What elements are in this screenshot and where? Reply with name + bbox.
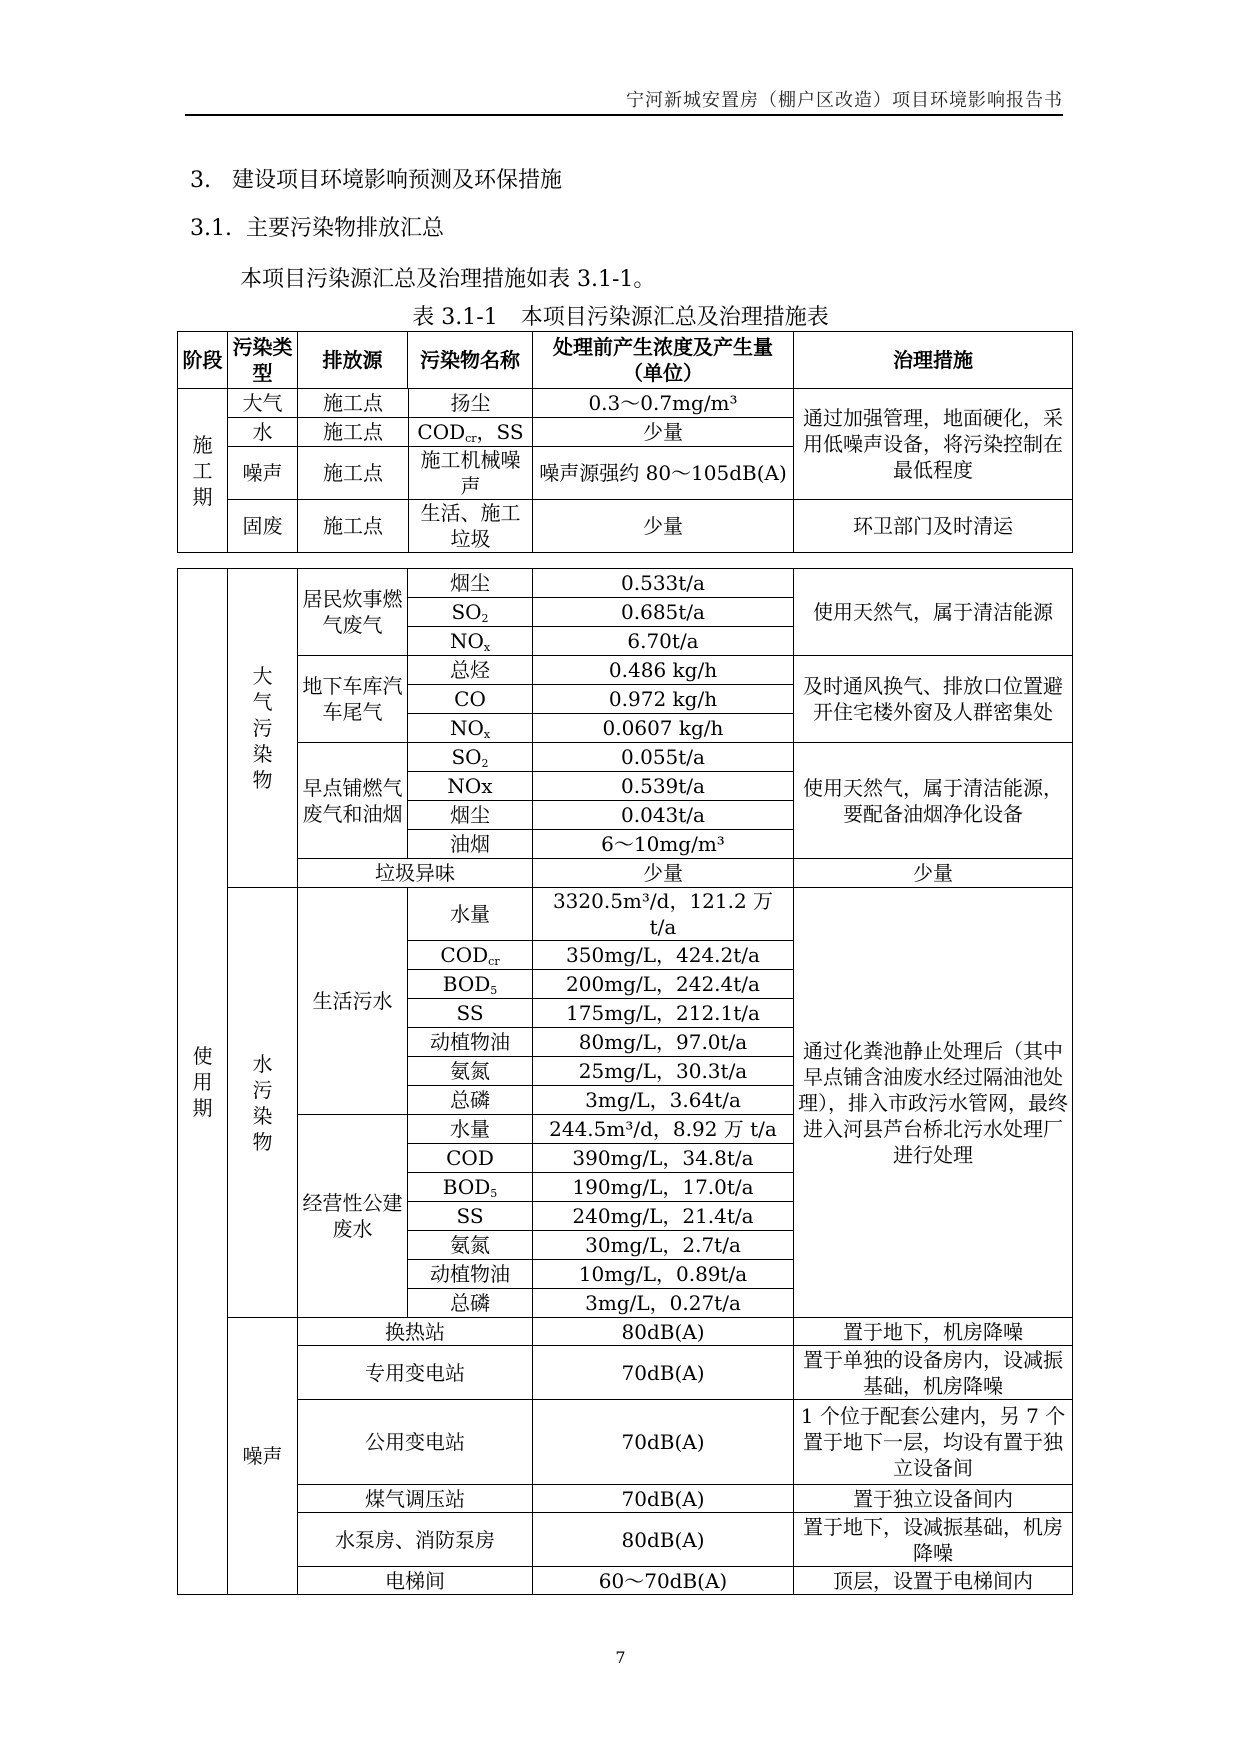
amount-cell: 80mg/L，97.0t/a [533, 1028, 794, 1057]
amount-cell: 6～10mg/m³ [533, 830, 794, 859]
pollutant-cell: 氨氮 [408, 1057, 533, 1086]
table-row [178, 656, 1073, 685]
table-row [178, 500, 1073, 553]
stage-operation: 使 用 期 [178, 569, 228, 1595]
source-cell: 早点铺燃气废气和油烟 [298, 743, 408, 859]
measure-cell: 使用天然气，属于清洁能源，要配备油烟净化设备 [794, 743, 1073, 859]
measure-cell: 置于独立设备间内 [794, 1485, 1073, 1513]
amount-cell: 190mg/L，17.0t/a [533, 1173, 794, 1202]
pollutant-cell: $SO_2$ [408, 743, 533, 772]
pollutant-cell: COD [408, 1144, 533, 1173]
source-cell: 煤气调压站 [298, 1485, 533, 1513]
amount-cell: 3mg/L，3.64t/a [533, 1086, 794, 1115]
amount-cell: 244.5m³/d，8.92 万 t/a [533, 1115, 794, 1144]
amount-cell: 0.055t/a [533, 743, 794, 772]
pollutant-cell: $COD_{cr}$ [408, 941, 533, 970]
type-cell: 固废 [228, 500, 298, 553]
type-water: 水 污 染 物 [228, 888, 298, 1318]
source-cell: 垃圾异味 [298, 859, 533, 888]
pollutant-cell: CO [408, 685, 533, 714]
measure-cell: 环卫部门及时清运 [794, 500, 1073, 553]
amount-cell: 0.539t/a [533, 772, 794, 801]
measure-cell: 1 个位于配套公建内，另 7 个置于地下一层，均设有置于独立设备间 [794, 1400, 1073, 1485]
pollutant-cell: 油烟 [408, 830, 533, 859]
measure-cell: 使用天然气，属于清洁能源 [794, 569, 1073, 656]
table-row [178, 859, 1073, 888]
measure-cell: 置于地下，设减振基础，机房降噪 [794, 1513, 1073, 1567]
pollutant-cell: $BOD_5$ [408, 970, 533, 999]
source-cell: 地下车库汽车尾气 [298, 656, 408, 743]
source-value: 施工点 [298, 447, 409, 499]
pollutant-cell: $BOD_5$ [408, 1173, 533, 1202]
source-cell: 经营性公建废水 [298, 1115, 408, 1318]
measure-cell: 通过化粪池静止处理后（其中早点铺含油废水经过隔油池处理），排入市政污水管网，最终进入河县芦台桥北污水处理厂进行处理 [794, 888, 1073, 1318]
amount-cell: 10mg/L，0.89t/a [533, 1260, 794, 1289]
measure-cell: 通过加强管理，地面硬化，采用低噪声设备，将污染控制在最低程度 [794, 389, 1073, 500]
source-cell: 公用变电站 [298, 1400, 533, 1485]
section-heading [190, 163, 562, 194]
amount-cell: 60～70dB(A) [533, 1567, 794, 1595]
source-cell [298, 447, 533, 500]
source-cell [298, 418, 533, 447]
amount-cell: 390mg/L，34.8t/a [533, 1144, 794, 1173]
amount-cell: 0.685t/a [533, 598, 794, 627]
amount-cell: 25mg/L，30.3t/a [533, 1057, 794, 1086]
amount-cell: 3320.5m³/d，121.2 万 t/a [533, 888, 794, 941]
table-row [178, 1485, 1073, 1513]
table-row [178, 1567, 1073, 1595]
intro-paragraph: 本项目污染源汇总及治理措施如表 3.1-1。 [240, 267, 656, 292]
pollutant-cell: $NO_x$ [408, 714, 533, 743]
type-cell: 噪声 [228, 447, 298, 500]
amount-cell: 70dB(A) [533, 1400, 794, 1485]
amount-cell: 0.533t/a [533, 569, 794, 598]
source-value: 施工点 [298, 389, 409, 417]
header-rule [185, 114, 1063, 116]
pollutant-cell: 水量 [408, 888, 533, 941]
pollutant-cell: 总磷 [408, 1086, 533, 1115]
table-caption [0, 300, 1241, 331]
table-caption-number: 表 3.1-1 [412, 305, 498, 330]
amount-cell: 200mg/L，242.4t/a [533, 970, 794, 999]
amount-cell: 0.486 kg/h [533, 656, 794, 685]
type-air: 大 气 污 染 物 [228, 569, 298, 888]
amount-cell: 少量 [533, 500, 794, 553]
table-row [178, 743, 1073, 772]
subsection-title: 主要污染物排放汇总 [245, 216, 444, 241]
pollutant-cell: 烟尘 [408, 801, 533, 830]
pollutant-cell: 氨氮 [408, 1231, 533, 1260]
table-caption-title: 本项目污染源汇总及治理措施表 [520, 305, 829, 330]
pollutant-cell: SS [408, 1202, 533, 1231]
measure-cell: 置于地下，机房降噪 [794, 1318, 1073, 1346]
amount-cell: 175mg/L，212.1t/a [533, 999, 794, 1028]
page-number: 7 [615, 1648, 626, 1667]
amount-cell: 少量 [533, 859, 794, 888]
amount-cell: 噪声源强约 80～105dB(A) [533, 447, 794, 500]
source-cell: 水泵房、消防泵房 [298, 1513, 533, 1567]
header-stage: 阶段 [178, 332, 228, 389]
pollutant-cell: 烟尘 [408, 569, 533, 598]
amount-cell: 0.3～0.7mg/m³ [533, 389, 794, 418]
amount-cell: 240mg/L，21.4t/a [533, 1202, 794, 1231]
header-source: 排放源 [298, 332, 408, 389]
amount-cell: 80dB(A) [533, 1318, 794, 1346]
pollutant-cell: 动植物油 [408, 1260, 533, 1289]
source-cell: 生活污水 [298, 888, 408, 1115]
amount-cell: 70dB(A) [533, 1485, 794, 1513]
pollutant-cell: $SO_2$ [408, 598, 533, 627]
type-cell: 水 [228, 418, 298, 447]
table-header-row [178, 332, 1073, 389]
type-noise: 噪声 [228, 1318, 298, 1595]
running-header: 宁河新城安置房（棚户区改造）项目环境影响报告书 [626, 90, 1063, 111]
pollutant-cell: 水量 [408, 1115, 533, 1144]
source-cell: 电梯间 [298, 1567, 533, 1595]
pollutant-cell: 总磷 [408, 1289, 533, 1318]
source-cell: 专用变电站 [298, 1346, 533, 1400]
operation-table [177, 568, 1073, 1595]
pollution-table [177, 331, 1073, 553]
pollutant-cell: SS [408, 999, 533, 1028]
amount-cell: 6.70t/a [533, 627, 794, 656]
table-row [178, 1346, 1073, 1400]
pollutant-value: 生活、施工垃圾 [420, 501, 521, 551]
source-cell: 换热站 [298, 1318, 533, 1346]
amount-cell: 少量 [533, 418, 794, 447]
type-cell: 大气 [228, 389, 298, 418]
header-amount: 处理前产生浓度及产生量（单位） [533, 332, 794, 389]
amount-cell: 350mg/L，424.2t/a [533, 941, 794, 970]
measure-cell: 顶层，设置于电梯间内 [794, 1567, 1073, 1595]
header-pollutant: 污染物名称 [408, 332, 533, 389]
source-cell [298, 500, 533, 553]
table-row [178, 569, 1073, 598]
section-number: 3. [190, 168, 211, 193]
header-measure: 治理措施 [794, 332, 1073, 389]
pollutant-cell: NOx [408, 772, 533, 801]
measure-cell: 少量 [794, 859, 1073, 888]
amount-cell: 80dB(A) [533, 1513, 794, 1567]
table-row [178, 888, 1073, 941]
header-type: 污染类型 [228, 332, 298, 389]
source-cell: 居民炊事燃气废气 [298, 569, 408, 656]
table-row [178, 1513, 1073, 1567]
amount-cell: 0.0607 kg/h [533, 714, 794, 743]
pollutant-value: 施工机械噪声 [420, 448, 521, 498]
pollutant-cell: $NO_x$ [408, 627, 533, 656]
pollutant-value: 扬尘 [450, 391, 491, 415]
amount-cell: 70dB(A) [533, 1346, 794, 1400]
section-title: 建设项目环境影响预测及环保措施 [231, 168, 562, 193]
pollutant-cell: 动植物油 [408, 1028, 533, 1057]
subsection-heading [190, 211, 444, 242]
source-value: 施工点 [298, 500, 409, 552]
table-row [178, 389, 1073, 418]
amount-cell: 3mg/L，0.27t/a [533, 1289, 794, 1318]
measure-cell: 置于单独的设备房内，设减振基础，机房降噪 [794, 1346, 1073, 1400]
table-row [178, 1318, 1073, 1346]
table-row [178, 1400, 1073, 1485]
subsection-number: 3.1. [190, 216, 232, 241]
measure-cell: 及时通风换气、排放口位置避开住宅楼外窗及人群密集处 [794, 656, 1073, 743]
amount-cell: 0.043t/a [533, 801, 794, 830]
stage-construction: 施 工 期 [178, 389, 228, 553]
amount-cell: 30mg/L，2.7t/a [533, 1231, 794, 1260]
source-value: 施工点 [298, 418, 409, 446]
amount-cell: 0.972 kg/h [533, 685, 794, 714]
pollutant-value: $COD_{cr}$，SS [417, 420, 524, 445]
pollutant-cell: 总烃 [408, 656, 533, 685]
source-cell [298, 389, 533, 418]
